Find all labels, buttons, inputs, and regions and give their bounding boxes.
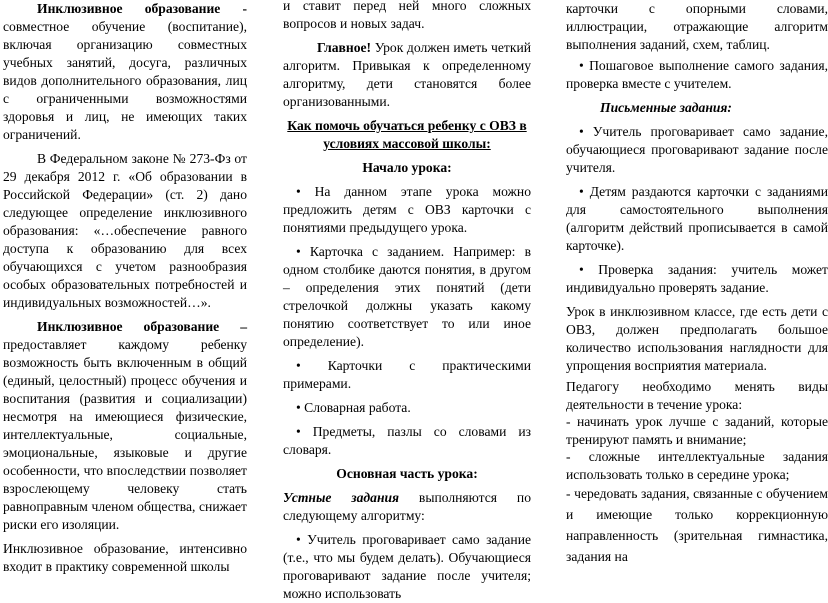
activity-change-paragraph: Педагогу необходимо менять виды деятельности в течение урока: xyxy=(566,379,828,412)
bullet-item: • Словарная работа. xyxy=(296,400,411,415)
bullet-item: • Предметы, пазлы со словами из словаря. xyxy=(283,424,531,457)
bullet-item: • Карточки с практическими примерами. xyxy=(283,358,531,391)
main-note-lead: Главное! xyxy=(317,40,372,55)
oral-tasks-lead: Устные задания xyxy=(283,490,400,505)
column-left xyxy=(3,0,247,574)
subheading-main-part: Основная часть урока: xyxy=(336,466,478,481)
definition-paragraph-1 xyxy=(3,0,247,144)
term-inclusive-education: Инклюзивное образование - xyxy=(37,1,247,16)
subheading-written-tasks: Письменные задания: xyxy=(600,100,732,115)
definition-text-2: предоставляет каждому ребенку возможность быть включенным в общий (единый, целостный) процесс обучения и воспитания (развития и социализации) несмотря на имеющиеся физические, интеллектуальные, социальные, эмоциональные, языковые и другие особенности, что впоследствии позволяет взрослеющему человеку стать равноправным членом общества, снижает риски его изоляции. xyxy=(3,337,247,532)
oral-tasks-paragraph xyxy=(283,489,531,525)
definition-paragraph-2 xyxy=(3,318,247,534)
continuation-paragraph: и ставит перед ней много сложных вопросов и новых задач. xyxy=(283,0,531,31)
bullet-item: • Карточка с заданием. Например: в одном столбике даются понятия, в другом – определения этих понятий (дети стрелочкой должны указать какому понятию соответствует то или иное определение). xyxy=(283,244,531,349)
section-heading: Как помочь обучаться ребенку с ОВЗ в условиях массовой школы: xyxy=(287,118,527,151)
list-item: - чередовать задания, связанные с обучением и имеющие только коррекционную направленность (зрительная гимнастика, задания на xyxy=(566,486,828,564)
bullet-item: • Учитель проговаривает само задание (т.е., что мы будем делать). Обучающиеся проговаривают задание после учителя; можно использовать xyxy=(283,532,531,601)
continuation-paragraph: карточки с опорными словами, иллюстрации, отражающие алгоритм выполнения заданий, схем, таблиц. xyxy=(566,1,828,52)
bullet-item: • Проверка задания: учитель может индивидуально проверять задание. xyxy=(566,262,828,295)
federal-law-paragraph: В Федеральном законе № 273-Фз от 29 декабря 2012 г. «Об образовании в Российской Федерации» (ст. 2) дано следующее определение инклюзивного образования: «…обеспечение равного доступа к образованию для всех обучающихся с учетом разнообразия особых образовательных потребностей и индивидуальных возможностей…». xyxy=(3,151,247,310)
bullet-item: • На данном этапе урока можно предложить детям с ОВЗ карточки с понятиями предыдущего урока. xyxy=(283,184,531,235)
bullet-item: • Пошаговое выполнение самого задания, проверка вместе с учителем. xyxy=(566,58,828,91)
intro-paragraph: Инклюзивное образование, интенсивно входит в практику современной школы xyxy=(3,541,247,574)
visual-aids-paragraph: Урок в инклюзивном классе, где есть дети с ОВЗ, должен предполагать большое количество использования наглядности для упрощения восприятия материала. xyxy=(566,304,828,373)
column-middle xyxy=(283,0,531,601)
column-right xyxy=(566,0,828,564)
bullet-item: • Детям раздаются карточки с заданиями для самостоятельного выполнения (алгоритм действий прописывается в самой карточке). xyxy=(566,184,828,253)
subheading-lesson-start: Начало урока: xyxy=(362,160,452,175)
main-note-text: Урок должен иметь четкий алгоритм. Привыкая к определенному алгоритму, дети становятся более организованными. xyxy=(283,40,531,109)
list-item: - сложные интеллектуальные задания использовать только в середине урока; xyxy=(566,449,828,482)
term-inclusive-education-2: Инклюзивное образование – xyxy=(37,319,247,334)
definition-text: совместное обучение (воспитание), включая организацию совместных учебных занятий, досуга, различных видов дополнительного образования, лиц с ограниченными возможностями здоровья и лиц, не имеющих таких ограничений. xyxy=(3,19,247,142)
bullet-item: • Учитель проговаривает само задание, обучающиеся проговаривают задание после учителя. xyxy=(566,124,828,175)
list-item: - начинать урок лучше с заданий, которые тренируют память и внимание; xyxy=(566,414,828,447)
oral-tasks-text: выполняются по следующему алгоритму: xyxy=(283,490,531,523)
main-note-paragraph xyxy=(283,39,531,111)
